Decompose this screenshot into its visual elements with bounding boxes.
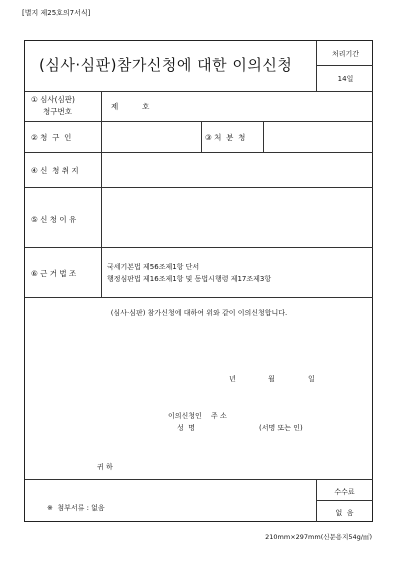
- signer-name-label: 성 명: [177, 424, 195, 432]
- signer-label: 이의신청인: [168, 412, 202, 420]
- divider: [25, 121, 373, 122]
- date-day: 일: [308, 375, 315, 383]
- divider: [25, 91, 373, 92]
- purpose-label: ④ 신 청 취 지: [31, 166, 79, 175]
- case-number-value: 제 호: [111, 102, 150, 111]
- divider: [25, 187, 373, 188]
- divider: [25, 247, 373, 248]
- date-month: 월: [268, 375, 275, 383]
- fee-value: 없 음: [335, 509, 354, 517]
- form-title: (심사·심판)참가신청에 대한 이의신청: [39, 56, 293, 74]
- legal-basis-line-2: 행정심판법 제16조제1항 및 동법시행령 제17조제3항: [107, 275, 272, 283]
- divider: [316, 500, 373, 501]
- declaration-text: (심사·심판) 참가신청에 대하여 위와 같이 이의신청합니다.: [110, 309, 288, 317]
- divider: [25, 297, 373, 298]
- divider: [316, 65, 373, 66]
- applicant-label: ② 청 구 인: [31, 133, 72, 142]
- divider: [101, 91, 102, 297]
- disposition-office-label: ③ 처 분 청: [205, 133, 246, 142]
- divider: [25, 479, 373, 480]
- attachments: ※ 첨부서류 : 없음: [47, 504, 105, 512]
- form-number: [별지 제25호의7서식]: [22, 9, 91, 17]
- divider: [201, 121, 202, 152]
- recipient: 귀 하: [97, 463, 113, 471]
- divider: [25, 152, 373, 153]
- signature-note: (서명 또는 인): [259, 424, 303, 432]
- legal-basis-line-1: 국세기본법 제56조제1항 단서: [107, 263, 200, 271]
- date-year: 년: [229, 375, 236, 383]
- processing-period-value: 14일: [337, 75, 354, 83]
- legal-basis-label: ⑥ 근 거 법 조: [31, 269, 77, 278]
- case-number-label: ① 심사(심판): [31, 95, 75, 104]
- case-number-label-2: 청구번호: [43, 107, 72, 116]
- signer-address-label: 주 소: [211, 412, 227, 420]
- reason-label: ⑤ 신 청 이 유: [31, 215, 77, 224]
- objection-form: [24, 40, 373, 522]
- divider: [263, 121, 264, 152]
- processing-period-label: 처리기간: [331, 50, 360, 58]
- fee-label: 수수료: [334, 488, 355, 496]
- paper-spec: 210mm×297mm(신문용지54g/㎡): [265, 533, 372, 541]
